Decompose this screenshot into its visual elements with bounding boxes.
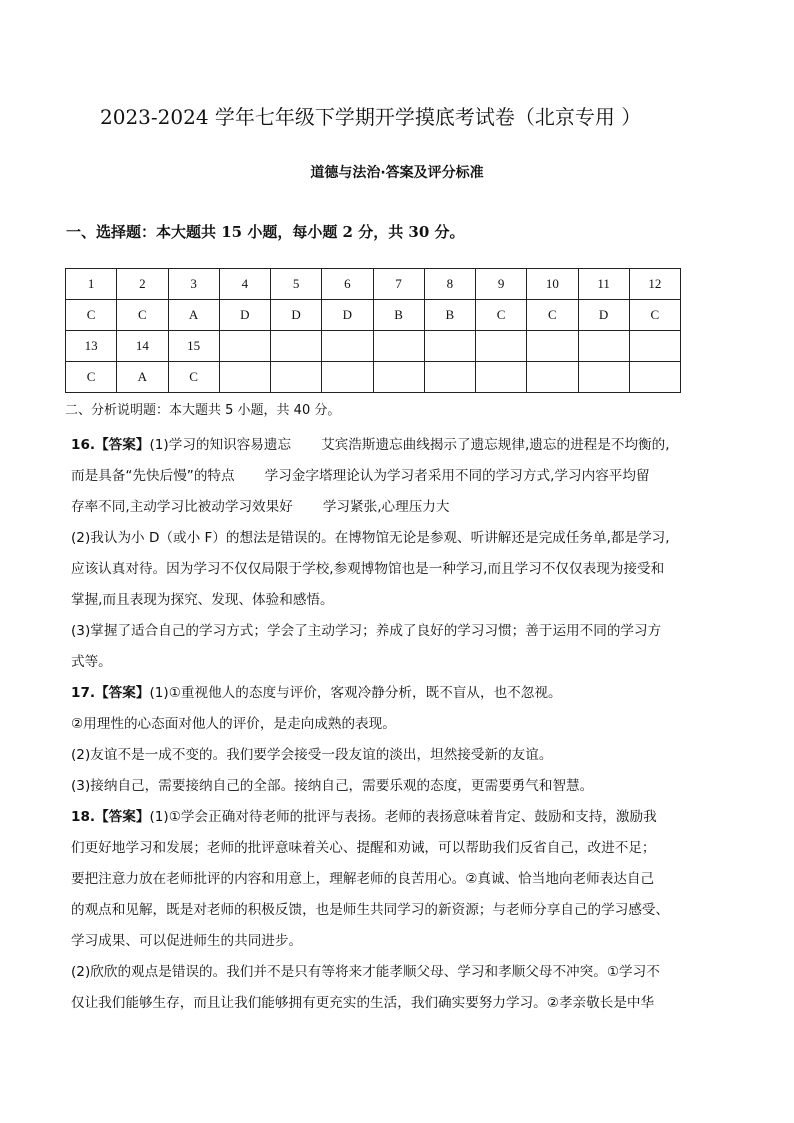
question-label: 17.【答案】 — [71, 685, 150, 701]
table-cell: D — [219, 300, 270, 331]
table-cell: 13 — [66, 331, 117, 362]
section-heading-choice: 一、选择题：本大题共 15 小题，每小题 2 分，共 30 分。 — [66, 223, 465, 241]
table-cell — [476, 331, 527, 362]
table-cell — [629, 331, 680, 362]
table-cell — [271, 331, 322, 362]
document-title: 2023-2024 学年七年级下学期开学摸底考试卷（北京专用 ） — [100, 105, 642, 129]
answer-text: 学习紧张,心理压力大 — [322, 499, 450, 515]
table-cell: B — [373, 300, 424, 331]
table-cell: 6 — [322, 269, 373, 300]
table-cell — [527, 331, 578, 362]
answer-line: 掌握,而且表现为探究、发现、体验和感悟。 — [71, 592, 334, 608]
section-heading-analysis: 二、分析说明题：本大题共 5 小题，共 40 分。 — [65, 403, 341, 418]
table-cell: 5 — [271, 269, 322, 300]
table-cell: C — [168, 362, 219, 393]
question-label: 18.【答案】 — [71, 809, 150, 825]
document-subtitle: 道德与法治·答案及评分标准 — [310, 165, 484, 181]
question-label: 16.【答案】 — [71, 437, 150, 453]
table-cell: C — [117, 300, 168, 331]
table-cell: 7 — [373, 269, 424, 300]
table-cell — [629, 362, 680, 393]
table-cell: 9 — [476, 269, 527, 300]
answer-text: 存率不同,主动学习比被动学习效果好 — [71, 499, 293, 515]
table-cell — [322, 331, 373, 362]
answer-body — [71, 430, 691, 1019]
answer-line — [71, 492, 691, 523]
table-cell: 1 — [66, 269, 117, 300]
answer-line: 学习成果、可以促进师生的共同进步。 — [71, 933, 303, 949]
answer-text: 而是具备“先快后慢”的特点 — [71, 468, 235, 484]
answer-text: (1)学习的知识容易遗忘 — [149, 437, 292, 453]
table-cell: D — [578, 300, 629, 331]
answer-line: (2)友谊不是一成不变的。我们要学会接受一段友谊的淡出，坦然接受新的友谊。 — [71, 747, 553, 763]
answer-line — [71, 461, 691, 492]
answer-line — [71, 678, 691, 709]
table-cell — [578, 331, 629, 362]
table-cell: C — [527, 300, 578, 331]
table-cell: 12 — [629, 269, 680, 300]
answer-line: (3)掌握了适合自己的学习方式；学会了主动学习；养成了良好的学习习惯；善于运用不同的学习方 — [71, 623, 662, 639]
table-cell — [373, 331, 424, 362]
table-cell — [373, 362, 424, 393]
table-cell: A — [168, 300, 219, 331]
table-cell: 4 — [219, 269, 270, 300]
answer-text: (1)①学会正确对待老师的批评与表扬。老师的表扬意味着肯定、鼓励和支持，激励我 — [149, 809, 657, 825]
answer-line: 们更好地学习和发展；老师的批评意味着关心、提醒和劝诫，可以帮助我们反省自己，改进不足； — [71, 840, 656, 856]
table-cell — [219, 331, 270, 362]
answer-table — [65, 268, 681, 393]
table-cell: 2 — [117, 269, 168, 300]
answer-text: (1)①重视他人的态度与评价，客观冷静分析，既不盲从，也不忽视。 — [149, 685, 562, 701]
answer-line: (3)接纳自己，需要接纳自己的全部。接纳自己，需要乐观的态度，更需要勇气和智慧。 — [71, 778, 594, 794]
table-cell: 14 — [117, 331, 168, 362]
answer-line: ②用理性的心态面对他人的评价，是走向成熟的表现。 — [71, 716, 396, 732]
table-cell: D — [322, 300, 373, 331]
table-cell — [424, 331, 475, 362]
table-cell — [424, 362, 475, 393]
table-cell: C — [66, 362, 117, 393]
table-cell: D — [271, 300, 322, 331]
table-row — [66, 269, 681, 300]
table-cell: C — [66, 300, 117, 331]
answer-line: 式等。 — [71, 654, 112, 670]
table-cell: C — [629, 300, 680, 331]
answer-line: 应该认真对待。因为学习不仅仅局限于学校,参观博物馆也是一种学习,而且学习不仅仅表现为接受和 — [71, 561, 665, 577]
answer-line — [71, 430, 691, 461]
table-cell: 8 — [424, 269, 475, 300]
table-cell — [219, 362, 270, 393]
answer-text: 艾宾浩斯遗忘曲线揭示了遗忘规律,遗忘的进程是不均衡的, — [321, 437, 670, 453]
table-cell: C — [476, 300, 527, 331]
table-row — [66, 331, 681, 362]
table-cell: 3 — [168, 269, 219, 300]
table-cell: 11 — [578, 269, 629, 300]
answer-line: 要把注意力放在老师批评的内容和用意上，理解老师的良苦用心。②真诚、恰当地向老师表达自己 — [71, 871, 655, 887]
answer-line: 仅让我们能够生存，而且让我们能够拥有更充实的生活，我们确实要努力学习。②孝亲敬长是中华 — [71, 995, 655, 1011]
answer-line: (2)我认为小 D（或小 F）的想法是错误的。在博物馆无论是参观、听讲解还是完成任务单,都是学习, — [71, 530, 670, 546]
table-row — [66, 300, 681, 331]
answer-line — [71, 802, 691, 833]
table-cell: A — [117, 362, 168, 393]
table-cell: 15 — [168, 331, 219, 362]
table-cell — [527, 362, 578, 393]
answer-text: 学习金字塔理论认为学习者采用不同的学习方式,学习内容平均留 — [264, 468, 650, 484]
table-cell: 10 — [527, 269, 578, 300]
table-cell — [578, 362, 629, 393]
table-cell — [271, 362, 322, 393]
table-cell — [476, 362, 527, 393]
answer-line: (2)欣欣的观点是错误的。我们并不是只有等将来才能孝顺父母、学习和孝顺父母不冲突。①学习不 — [71, 964, 660, 980]
table-row — [66, 362, 681, 393]
table-cell: B — [424, 300, 475, 331]
table-cell — [322, 362, 373, 393]
answer-line: 的观点和见解，既是对老师的积极反馈，也是师生共同学习的新资源；与老师分享自己的学习感受、 — [71, 902, 670, 918]
